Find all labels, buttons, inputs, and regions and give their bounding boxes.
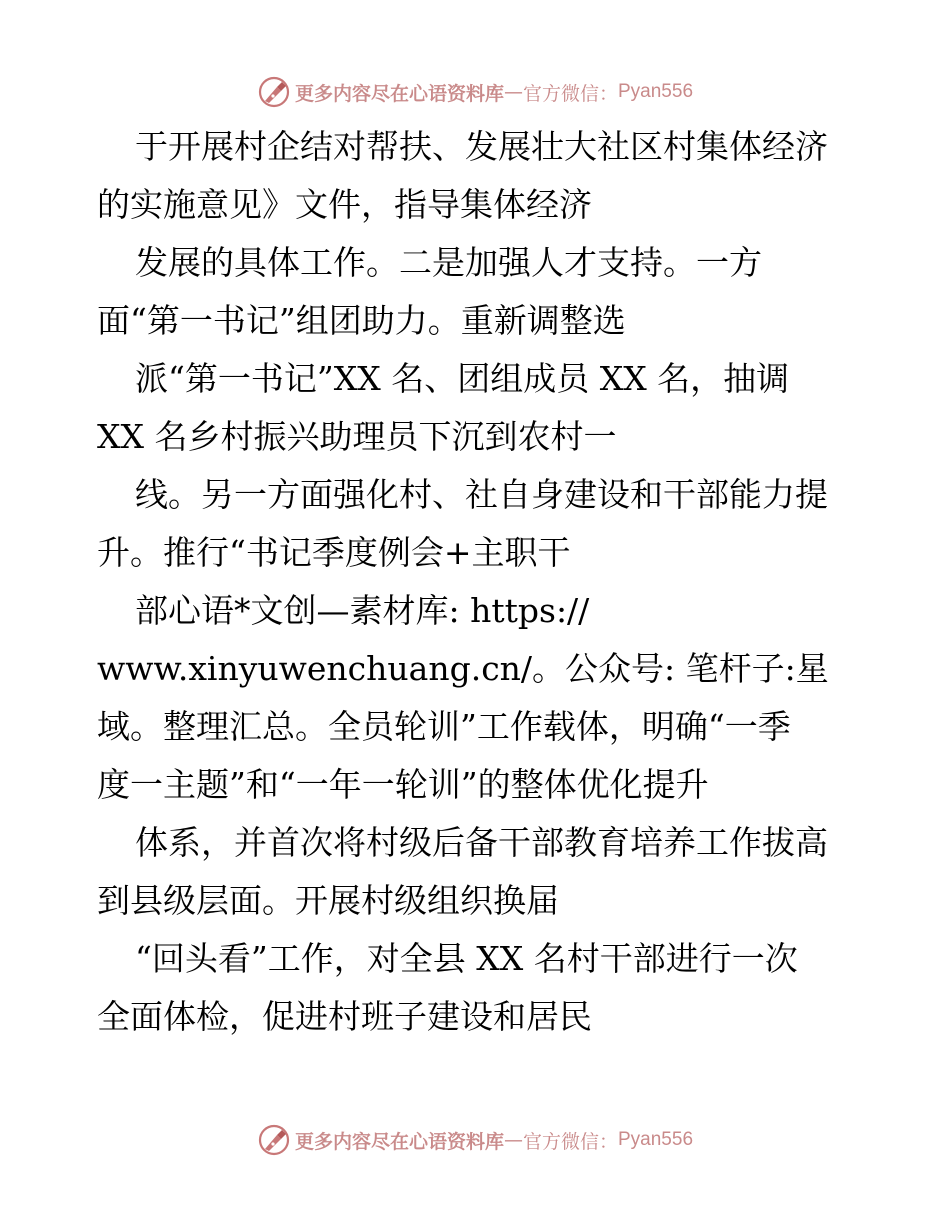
banner-main-text: 更多内容尽在心语资料库 [294, 1130, 504, 1153]
text-line: 发展的具体工作。二是加强人才支持。一方 [135, 243, 762, 282]
text-line: 面“第一书记”组团助力。重新调整选 [97, 301, 626, 340]
banner-wechat-label: 官方微信： [522, 82, 618, 105]
text-line: www.xinyuwenchuang.cn/。公众号: 笔杆子:星 [97, 649, 829, 688]
pen-nib-logo-icon [257, 1123, 291, 1157]
banner-main-text: 更多内容尽在心语资料库 [294, 82, 504, 105]
text-line: 体系，并首次将村级后备干部教育培养工作拔高 [135, 823, 828, 862]
footer-watermark-banner [0, 1120, 950, 1160]
body-text [97, 118, 857, 1046]
pen-nib-logo-icon [257, 75, 291, 109]
text-line: 的实施意见》文件，指导集体经济 [97, 185, 592, 224]
text-line: 部心语*文创—素材库: https:// [135, 591, 590, 630]
banner-wechat-label: 官方微信： [522, 1130, 618, 1153]
banner-wechat-id: Pyan556 [618, 1129, 694, 1150]
text-line: 度一主题”和“一年一轮训”的整体优化提升 [97, 765, 709, 804]
banner-dash: — [503, 81, 523, 103]
text-line: 域。整理汇总。全员轮训”工作载体，明确“一季 [97, 707, 791, 746]
banner-dash: — [503, 1129, 523, 1151]
text-line: XX 名乡村振兴助理员下沉到农村一 [97, 417, 617, 456]
text-line: 到县级层面。开展村级组织换届 [97, 881, 559, 920]
header-watermark-banner [0, 72, 950, 112]
banner-wechat-id: Pyan556 [618, 81, 694, 102]
text-line: 全面体检，促进村班子建设和居民 [97, 997, 592, 1036]
text-line: 线。另一方面强化村、社自身建设和干部能力提 [135, 475, 828, 514]
text-line: 派“第一书记”XX 名、团组成员 XX 名，抽调 [135, 359, 790, 398]
text-line: “回头看”工作，对全县 XX 名村干部进行一次 [135, 939, 798, 978]
text-line: 升。推行“书记季度例会+主职干 [97, 533, 571, 572]
text-line: 于开展村企结对帮扶、发展壮大社区村集体经济 [135, 127, 828, 166]
